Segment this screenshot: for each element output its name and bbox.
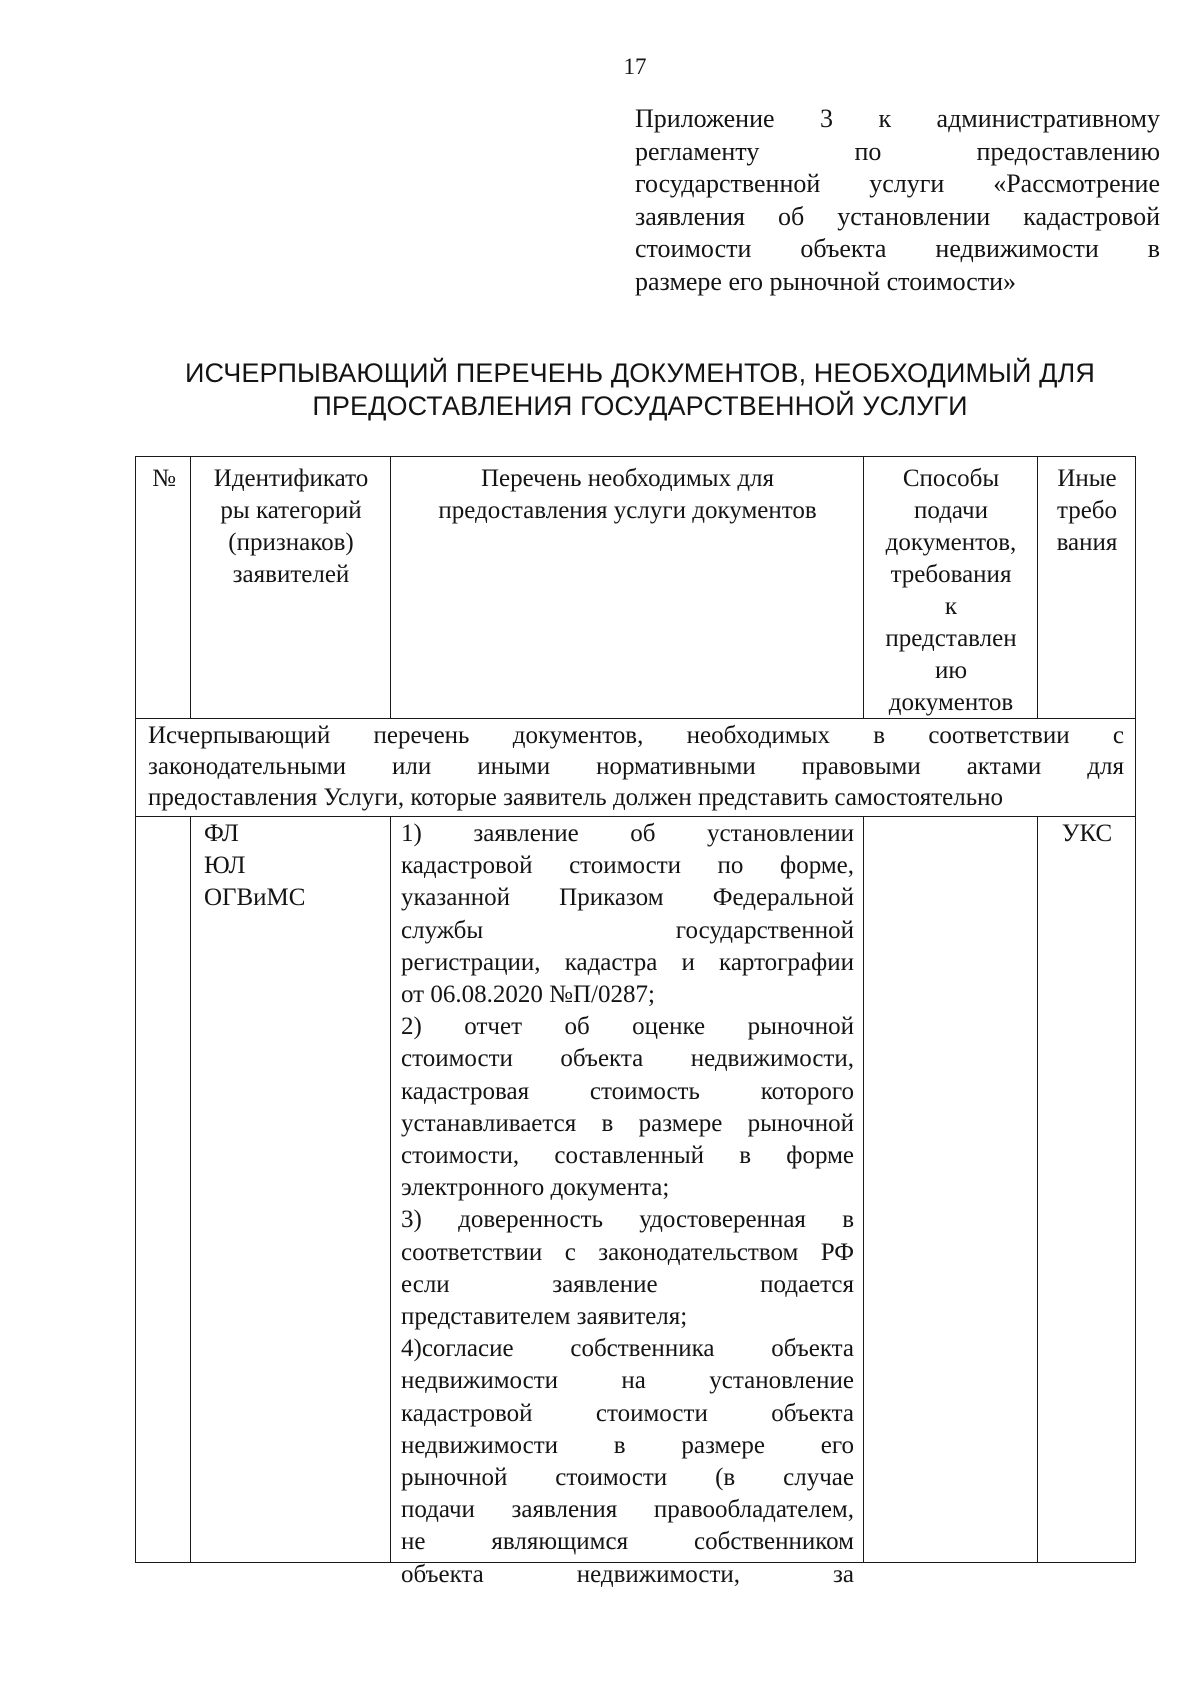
document-line: рыночной стоимости (в случае (401, 1464, 854, 1492)
header-line: Идентификато (213, 465, 369, 492)
header-line: ры категорий (220, 497, 362, 524)
header-identifiers (192, 463, 390, 591)
document-title (140, 357, 1140, 423)
document-line: не являющимся собственником (401, 1528, 854, 1556)
document-line: подачи заявления правообладателем, (401, 1496, 854, 1524)
header-line: предоставления услуги документов (438, 497, 817, 524)
document-line: указанной Приказом Федеральной (401, 884, 854, 912)
column-divider (390, 457, 391, 718)
header-line: представлен (885, 625, 1017, 652)
header-line: Иные (1057, 465, 1117, 492)
header-line: требо (1056, 497, 1118, 524)
title-line-1: ИСЧЕРПЫВАЮЩИЙ ПЕРЕЧЕНЬ ДОКУМЕНТОВ, НЕОБХОДИМЫЙ ДЛЯ (185, 358, 1095, 388)
appendix-line: регламенту по предоставлению (635, 136, 1160, 166)
header-methods (865, 463, 1037, 719)
document-line: от 06.08.2020 №П/0287; (401, 981, 655, 1009)
header-line: ию (934, 657, 968, 684)
appendix-line: стоимости объекта недвижимости в (635, 234, 1160, 263)
document-line: 4)согласие собственника объекта (401, 1335, 854, 1363)
header-line: заявителей (232, 561, 350, 588)
header-line: к (944, 593, 958, 620)
document-line: 2) отчет об оценке рыночной (401, 1013, 854, 1041)
appendix-line: государственной услуги «Рассмотрение (635, 169, 1160, 198)
document-line: электронного документа; (401, 1174, 670, 1202)
column-divider (190, 816, 191, 1562)
document-line: стоимости объекта недвижимости, (401, 1045, 854, 1073)
column-divider (1037, 457, 1038, 718)
appendix-block (635, 103, 1160, 298)
column-divider (1037, 816, 1038, 1562)
column-divider (390, 816, 391, 1562)
document-line: 3) доверенность удостоверенная в (401, 1206, 854, 1234)
column-divider (863, 457, 864, 718)
header-line: подачи (914, 497, 988, 524)
row-divider (136, 816, 1135, 817)
document-line: недвижимости в размере его (401, 1431, 854, 1459)
title-line-2: ПРЕДОСТАВЛЕНИЯ ГОСУДАРСТВЕННОЙ УСЛУГИ (312, 391, 968, 421)
page-number: 17 (623, 54, 647, 79)
row-documents (401, 818, 854, 1591)
document-line: представителем заявителя; (401, 1303, 688, 1331)
document-line: регистрации, кадастра и картографии (401, 948, 854, 976)
header-other (1039, 463, 1135, 559)
section-line: Исчерпывающий перечень документов, необходимых в соответствии с (148, 722, 1124, 749)
document-line: кадастровой стоимости по форме, (401, 852, 854, 880)
header-line: документов, (885, 529, 1017, 556)
document-line: стоимости, составленный в форме (401, 1142, 854, 1170)
header-line: (признаков) (228, 529, 354, 556)
appendix-line: заявления об установлении кадастровой (635, 201, 1160, 231)
identifier-item: ОГВиМС (204, 884, 306, 911)
row-identifiers (204, 818, 384, 914)
appendix-line: размере его рыночной стоимости» (635, 266, 1017, 296)
header-line: Перечень необходимых для (480, 465, 775, 492)
header-line: документов (888, 689, 1014, 716)
document-line: кадастровой стоимости объекта (401, 1399, 854, 1427)
section-row (148, 720, 1124, 813)
document-line: соответствии с законодательством РФ (401, 1238, 854, 1266)
documents-table (135, 456, 1136, 1588)
section-line: законодательными или иными нормативными правовыми актами для (148, 753, 1124, 780)
document-line: кадастровая стоимость которого (401, 1077, 854, 1105)
header-line: Способы (902, 465, 1000, 492)
identifier-item: ЮЛ (204, 852, 246, 879)
document-line: если заявление подается (401, 1270, 854, 1298)
document-line: объекта недвижимости, за (401, 1560, 854, 1588)
header-line: требования (890, 561, 1012, 588)
document-line: недвижимости на установление (401, 1367, 854, 1395)
appendix-line: Приложение 3 к административному (635, 104, 1160, 133)
header-number: № (152, 465, 176, 492)
document-line: 1) заявление об установлении (401, 820, 854, 847)
section-line: предоставления Услуги, которые заявитель должен представить самостоятельно (148, 784, 1003, 811)
document-line: службы государственной (401, 916, 854, 944)
header-line: вания (1056, 529, 1118, 556)
column-divider (190, 457, 191, 718)
header-documents (392, 463, 863, 527)
document-line: устанавливается в размере рыночной (401, 1109, 854, 1137)
row-other: УКС (1061, 820, 1113, 847)
identifier-item: ФЛ (204, 820, 239, 847)
column-divider (863, 816, 864, 1562)
